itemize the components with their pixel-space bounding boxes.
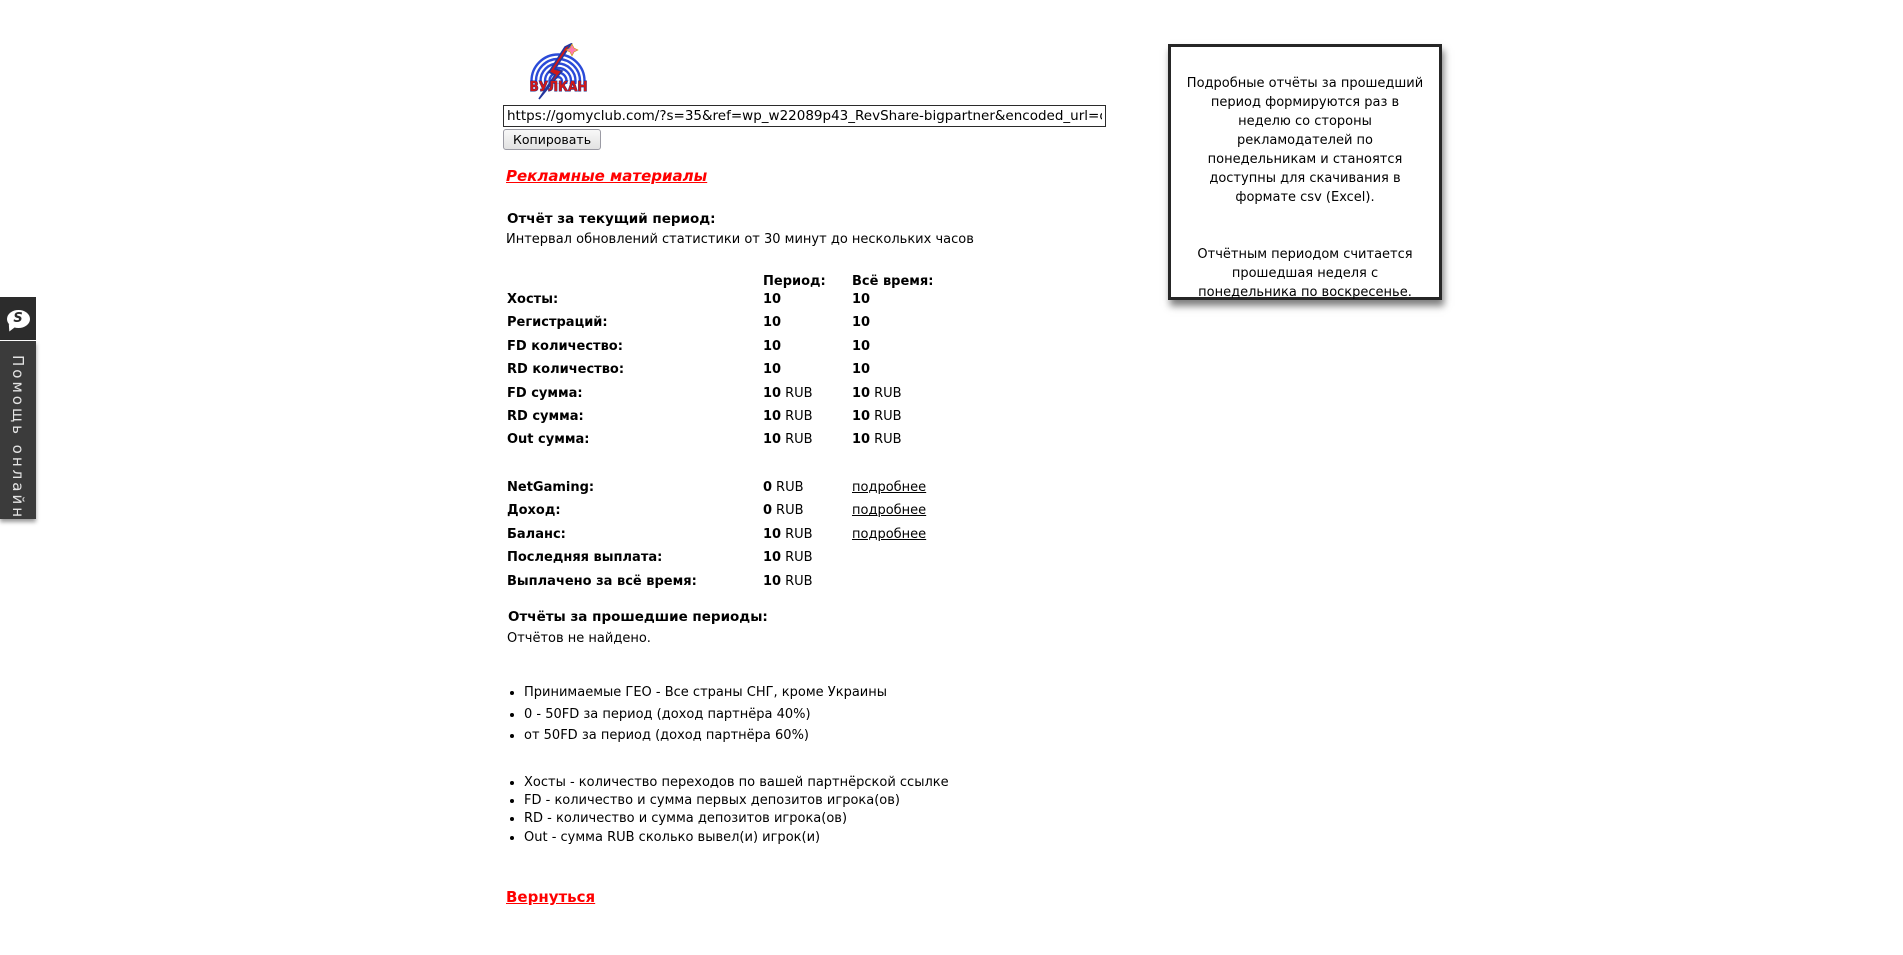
row-label: Доход:	[507, 503, 561, 519]
geo-notes-list	[506, 682, 887, 747]
chat-bubble-letter: S	[13, 311, 23, 326]
table-row	[507, 527, 1067, 550]
row-label: FD количество:	[507, 338, 623, 354]
stats-header-row	[507, 274, 1067, 292]
table-row	[507, 362, 1067, 385]
info-paragraph-2: Отчётным периодом считается прошедшая неделя с понедельника по воскресенье.	[1197, 247, 1413, 300]
past-reports-title: Отчёты за прошедшие периоды:	[508, 609, 768, 625]
chat-icon-box[interactable]	[0, 297, 36, 340]
summary-unit: RUB	[785, 550, 813, 566]
period-value: 10	[763, 408, 782, 424]
list-item: • Хосты - количество переходов по вашей партнёрской ссылке	[524, 774, 949, 792]
list-item: • 0 - 50FD за период (доход партнёра 40%)	[524, 704, 887, 726]
stats-table	[507, 274, 1067, 456]
row-label: Out сумма:	[507, 432, 590, 448]
reports-info-box	[1168, 44, 1442, 300]
table-row	[507, 315, 1067, 338]
row-label: Выплачено за всё время:	[507, 573, 697, 589]
alltime-value: 10	[852, 315, 871, 331]
table-row	[507, 339, 1067, 362]
row-label: Баланс:	[507, 526, 566, 542]
row-label: RD сумма:	[507, 408, 584, 424]
row-label: Последняя выплата:	[507, 550, 663, 566]
online-help-widget[interactable]	[0, 297, 36, 519]
alltime-value: 10	[852, 385, 871, 401]
row-label: Регистраций:	[507, 315, 608, 331]
referral-url-input[interactable]	[503, 105, 1106, 127]
summary-unit: RUB	[776, 503, 804, 519]
logo-text: ВУЛКАН	[529, 80, 588, 95]
alltime-value: 10	[852, 432, 871, 448]
list-item: • Out - сумма RUB сколько вывел(и) игрок(и)	[524, 829, 949, 847]
period-unit: RUB	[785, 385, 813, 401]
summary-value: 0	[763, 503, 773, 519]
summary-unit: RUB	[785, 573, 813, 589]
main-content	[503, 0, 1143, 955]
table-row	[507, 386, 1067, 409]
report-title: Отчёт за текущий период:	[507, 211, 716, 227]
details-link[interactable]: подробнее	[852, 503, 927, 519]
alltime-value: 10	[852, 408, 871, 424]
summary-value: 10	[763, 573, 782, 589]
period-value: 10	[763, 432, 782, 448]
period-value: 10	[763, 362, 782, 378]
table-row	[507, 574, 1067, 597]
alltime-unit: RUB	[874, 408, 902, 424]
alltime-unit: RUB	[874, 432, 902, 448]
period-value: 10	[763, 385, 782, 401]
summary-value: 0	[763, 480, 773, 495]
table-row	[507, 409, 1067, 432]
list-item: • Принимаемые ГЕО - Все страны СНГ, кроме Украины	[524, 682, 887, 704]
period-value: 10	[763, 292, 782, 307]
back-link[interactable]: Вернуться	[506, 888, 596, 906]
col-period-header: Период:	[763, 274, 826, 289]
row-label: NetGaming:	[507, 480, 595, 495]
summary-unit: RUB	[785, 526, 813, 542]
terms-notes-list	[506, 774, 949, 847]
table-row	[507, 432, 1067, 455]
period-unit: RUB	[785, 408, 813, 424]
row-label: FD сумма:	[507, 385, 583, 401]
alltime-value: 10	[852, 362, 871, 378]
report-subtitle: Интервал обновлений статистики от 30 минут до нескольких часов	[506, 232, 974, 247]
period-unit: RUB	[785, 432, 813, 448]
chat-bubble-icon	[7, 310, 30, 328]
past-reports-empty: Отчётов не найдено.	[507, 631, 651, 646]
info-paragraph-1: Подробные отчёты за прошедший период формируются раз в неделю со стороны рекламодателей по понедельникам и станоятся доступны для скачивания в формате csv (Excel).	[1186, 76, 1424, 205]
summary-value: 10	[763, 526, 782, 542]
online-help-label: Помощь онлайн	[9, 355, 27, 521]
summary-table	[507, 480, 1067, 597]
list-item: • RD - количество и сумма депозитов игрока(ов)	[524, 810, 949, 828]
copy-button[interactable]: Копировать	[503, 129, 601, 150]
table-row	[507, 292, 1067, 315]
summary-unit: RUB	[776, 480, 804, 495]
alltime-value: 10	[852, 338, 871, 354]
period-value: 10	[763, 315, 782, 331]
row-label: Хосты:	[507, 292, 559, 307]
online-help-tab[interactable]	[0, 341, 36, 519]
period-value: 10	[763, 338, 782, 354]
list-item: • от 50FD за период (доход партнёра 60%)	[524, 725, 887, 747]
promo-materials-link[interactable]: Рекламные материалы	[506, 167, 708, 185]
row-label: RD количество:	[507, 362, 625, 378]
details-link[interactable]: подробнее	[852, 480, 927, 495]
vulkan-logo[interactable]	[525, 43, 592, 100]
alltime-unit: RUB	[874, 385, 902, 401]
table-row	[507, 550, 1067, 573]
table-row	[507, 503, 1067, 526]
table-row	[507, 480, 1067, 503]
alltime-value: 10	[852, 292, 871, 307]
col-alltime-header: Всё время:	[852, 274, 934, 289]
details-link[interactable]: подробнее	[852, 526, 927, 542]
list-item: • FD - количество и сумма первых депозитов игрока(ов)	[524, 792, 949, 810]
summary-value: 10	[763, 550, 782, 566]
